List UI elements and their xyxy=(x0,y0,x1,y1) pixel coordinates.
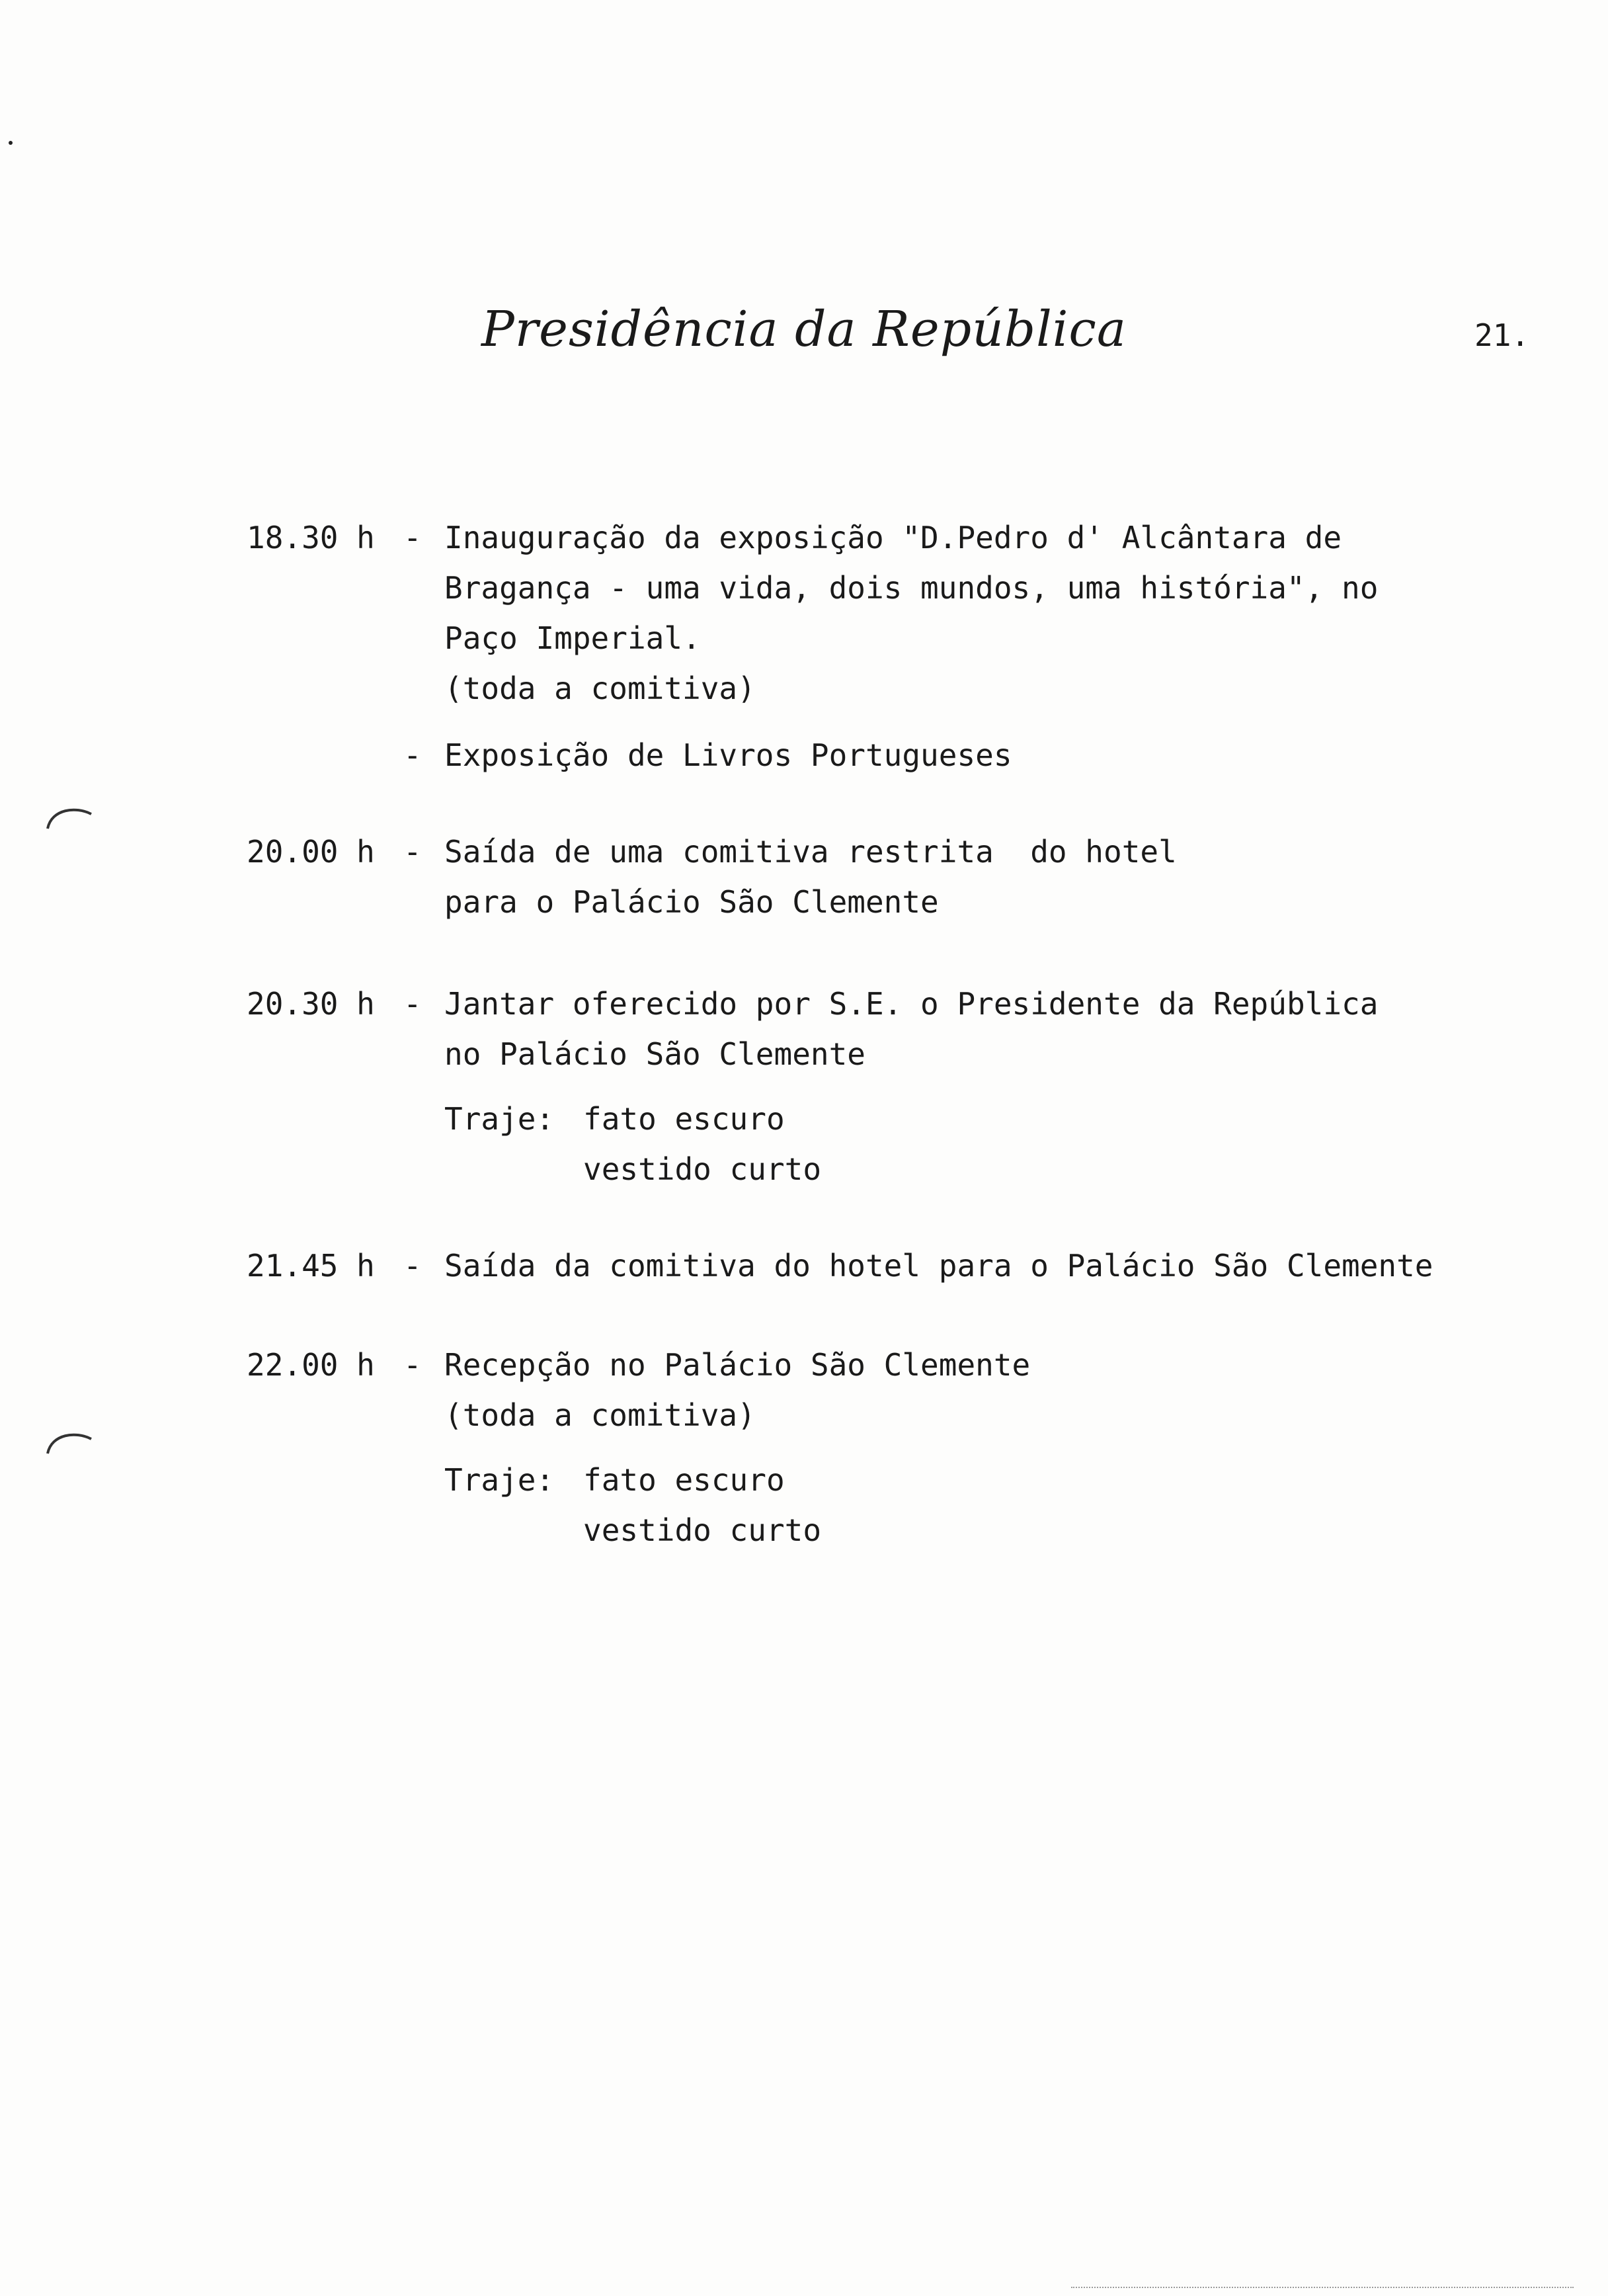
entry-dash: - xyxy=(403,1248,422,1284)
entry-line: (toda a comitiva) xyxy=(444,1397,756,1433)
entry-dash: - xyxy=(403,737,422,773)
entry-line: (toda a comitiva) xyxy=(444,671,756,706)
entry-dash: - xyxy=(403,986,422,1022)
entry-line: Exposição de Livros Portugueses xyxy=(444,737,1012,773)
entry-line: Inauguração da exposição "D.Pedro d' Alcântara de xyxy=(444,520,1342,555)
traje-label: Traje: xyxy=(444,1101,555,1137)
binder-hole-mark xyxy=(40,1422,99,1461)
entry-line: no Palácio São Clemente xyxy=(444,1036,865,1072)
binder-hole-mark xyxy=(40,797,99,837)
entry-line: Jantar oferecido por S.E. o Presidente da República xyxy=(444,986,1379,1022)
entry-time: 18.30 h xyxy=(247,520,375,555)
traje-value: vestido curto xyxy=(583,1512,822,1548)
bottom-scan-rule xyxy=(1071,2287,1574,2290)
entry-line: para o Palácio São Clemente xyxy=(444,884,939,920)
entry-dash: - xyxy=(403,1347,422,1383)
entry-line: Paço Imperial. xyxy=(444,620,701,656)
entry-line: Saída da comitiva do hotel para o Palácio São Clemente xyxy=(444,1248,1433,1284)
traje-value: vestido curto xyxy=(583,1151,822,1187)
speck-mark xyxy=(7,139,15,147)
traje-label: Traje: xyxy=(444,1462,555,1498)
entry-line: Saída de uma comitiva restrita do hotel xyxy=(444,834,1177,870)
entry-time: 22.00 h xyxy=(247,1347,375,1383)
letterhead: Presidência da República xyxy=(481,301,1127,358)
traje-value: fato escuro xyxy=(583,1101,785,1137)
entry-time: 20.30 h xyxy=(247,986,375,1022)
entry-time: 20.00 h xyxy=(247,834,375,870)
entry-dash: - xyxy=(403,834,422,870)
entry-line: Bragança - uma vida, dois mundos, uma história", no xyxy=(444,570,1379,606)
entry-time: 21.45 h xyxy=(247,1248,375,1284)
entry-dash: - xyxy=(403,520,422,555)
traje-value: fato escuro xyxy=(583,1462,785,1498)
page-number: 21. xyxy=(1474,317,1530,353)
entry-line: Recepção no Palácio São Clemente xyxy=(444,1347,1031,1383)
